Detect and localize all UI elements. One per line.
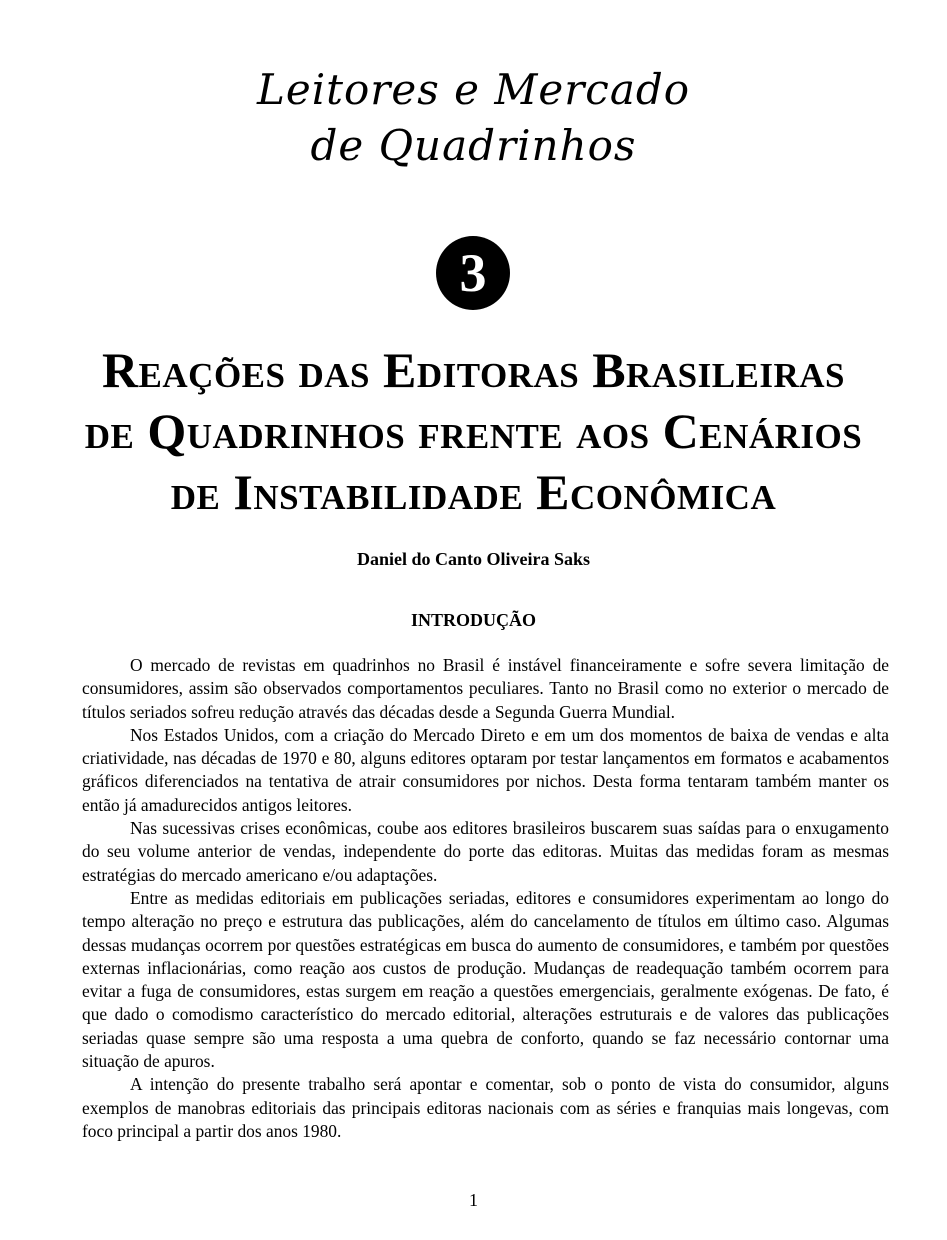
paragraph: O mercado de revistas em quadrinhos no Brasil é instável financeiramente e sofre severa limitação de consumidores, assim são observados comportamentos peculiares. Tanto no Brasil como no exterior o mercado de títulos seriados sofreu redução através das décadas desde a Segunda Guerra Mundial. <box>82 655 889 722</box>
paragraph: Entre as medidas editoriais em publicações seriadas, editores e consumidores experimentam ao longo do tempo alteração no preço e estrutura das publicações, além do cancelamento de títulos em último caso. Algumas dessas mudanças ocorrem por questões estratégicas em busca do aumento de consumidores, e também por questões externas inflacionárias, como reação aos custos de produção. Mudanças de readequação também ocorrem para evitar a fuga de consumidores, estas surgem em reação a questões emergenciais, geralmente exógenas. De fato, é que dado o comodismo característico do mercado editorial, alterações estruturais e de valores das publicações seriadas quase sempre são uma resposta a uma quebra de conforto, quando se faz necessário contornar uma situação de apuros. <box>82 887 889 1072</box>
body-text <box>82 654 889 1143</box>
book-title-line-2: de Quadrinhos <box>310 121 637 170</box>
paragraph: Nas sucessivas crises econômicas, coube aos editores brasileiros buscarem suas saídas para o enxugamento do seu volume anterior de vendas, independente do porte das editoras. Muitas das medidas foram as mesmas estratégias do mercado americano e/ou adaptações. <box>82 818 889 885</box>
chapter-title-line-3: de Instabilidade Econômica <box>170 464 777 520</box>
chapter-title <box>20 340 927 523</box>
book-title <box>0 62 947 174</box>
chapter-title-line-2: de Quadrinhos frente aos Cenários <box>84 403 863 459</box>
chapter-title-line-1: Reações das Editoras Brasileiras <box>101 342 846 398</box>
paragraph: A intenção do presente trabalho será apontar e comentar, sob o ponto de vista do consumidor, alguns exemplos de manobras editoriais das principais editoras nacionais com as séries e franquias mais longevas, com foco principal a partir dos anos 1980. <box>82 1074 889 1141</box>
author-name: Daniel do Canto Oliveira Saks <box>356 549 591 569</box>
book-title-line-1: Leitores e Mercado <box>256 65 691 114</box>
paragraph: Nos Estados Unidos, com a criação do Mercado Direto e em um dos momentos de baixa de vendas e alta criatividade, nas décadas de 1970 e 80, alguns editores optaram por testar lançamentos em formatos e acabamentos gráficos diferenciados na tentativa de atrair consumidores por nichos. Desta forma tentaram também manter os então já amadurecidos antigos leitores. <box>82 724 889 815</box>
page-number: 1 <box>469 1190 478 1210</box>
chapter-number-badge: 3 <box>436 236 510 310</box>
section-heading: INTRODUÇÃO <box>410 610 536 630</box>
